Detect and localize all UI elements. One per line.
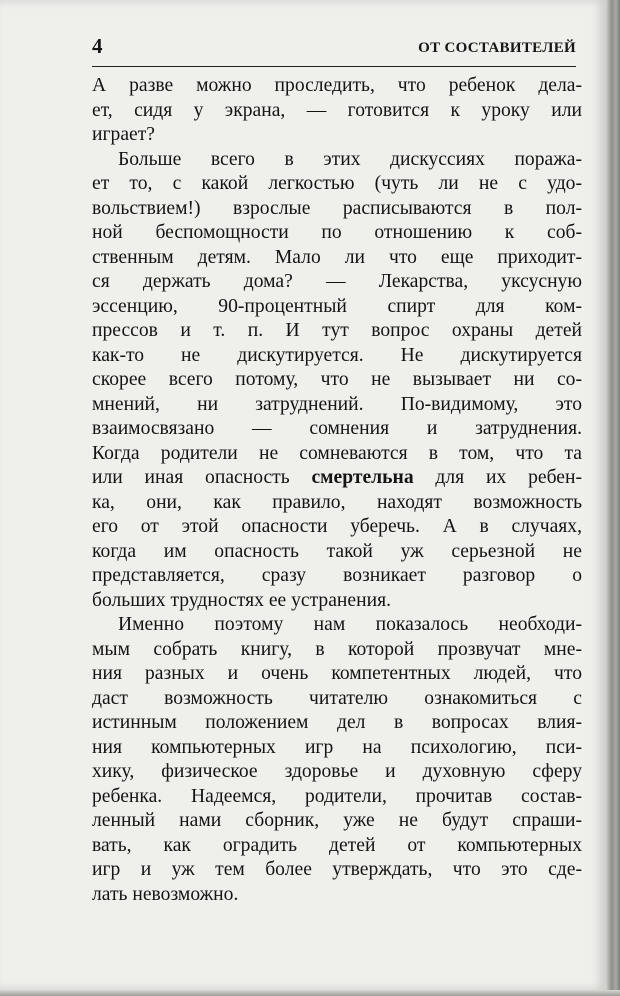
text-line: ет то, с какой легкостью (чуть ли не с удо- [92,173,582,194]
text-line: прессов и т. п. И тут вопрос охраны детей [92,320,582,341]
text-line: когда им опасность такой уж серьезной не [92,540,582,562]
text-line: ет, сидя у экрана, — готовится к уроку или [92,99,582,121]
text-line: ся держать дома? — Лекарства, уксусную [92,271,582,292]
text-line: вать, как оградить детей от компьютерных [92,834,582,856]
page-edge [606,0,620,996]
line-segment: для их ребен- [413,467,582,488]
body-text [92,74,582,907]
page-bottom-edge [0,990,620,996]
paragraph [92,613,582,907]
text-line: Больше всего в этих дискуссиях поража- [118,148,582,170]
paragraph [92,74,582,148]
text-line: ленный нами сборник, уже не будут спраши- [92,810,582,831]
bold-word: смертельна [311,467,414,488]
text-line: А разве можно проследить, что ребенок дела- [92,75,582,96]
text-line: ния компьютерных игр на психологию, пси- [92,736,582,758]
text-line: скорее всего потому, что не вызывает ни со- [92,369,582,390]
text-line: эссенцию, 90-процентный спирт для ком- [92,295,582,317]
text-line: Именно поэтому нам показалось необходи- [118,614,582,635]
text-line: Когда родители не сомневаются в том, что та [92,442,582,464]
text-line: ственным детям. Мало ли что еще приходит- [92,246,582,268]
text-line: истинным положением дел в вопросах влия- [92,712,582,733]
text-line: ребенка. Надеемся, родители, прочитав состав- [92,785,582,807]
page-number: 4 [92,34,103,58]
text-line: ния разных и очень компетентных людей, что [92,663,582,684]
text-line-with-bold [92,466,582,491]
paragraph [92,148,582,614]
text-line: мым собрать книгу, в которой прозвучат мне- [92,638,582,660]
text-line: мнений, ни затруднений. По-видимому, это [92,393,582,415]
page-header [92,34,576,67]
text-line: вольствием!) взрослые расписываются в пол- [92,197,582,219]
text-line: представляется, сразу возникает разговор о [92,565,582,586]
text-line: больших трудностях ее устранения. [92,589,391,611]
text-line: взаимосвязано — сомнения и затруднения. [92,418,582,439]
text-line: как-то не дискутируется. Не дискутируется [92,344,582,366]
running-head: ОТ СОСТАВИТЕЛЕЙ [418,40,576,56]
line-segment: или иная опасность [92,467,312,488]
text-line: хику, физическое здоровье и духовную сферу [92,761,582,782]
text-line: его от этой опасности уберечь. А в случаях, [92,516,582,537]
text-line: ка, они, как правило, находят возможность [92,491,582,513]
text-line: играет? [92,124,155,145]
text-line: ной беспомощности по отношению к соб- [92,222,582,243]
text-line: даст возможность читателю ознакомиться с [92,687,582,709]
text-line: игр и уж тем более утверждать, что это сде- [92,859,582,880]
text-line: лать невозможно. [92,883,239,905]
